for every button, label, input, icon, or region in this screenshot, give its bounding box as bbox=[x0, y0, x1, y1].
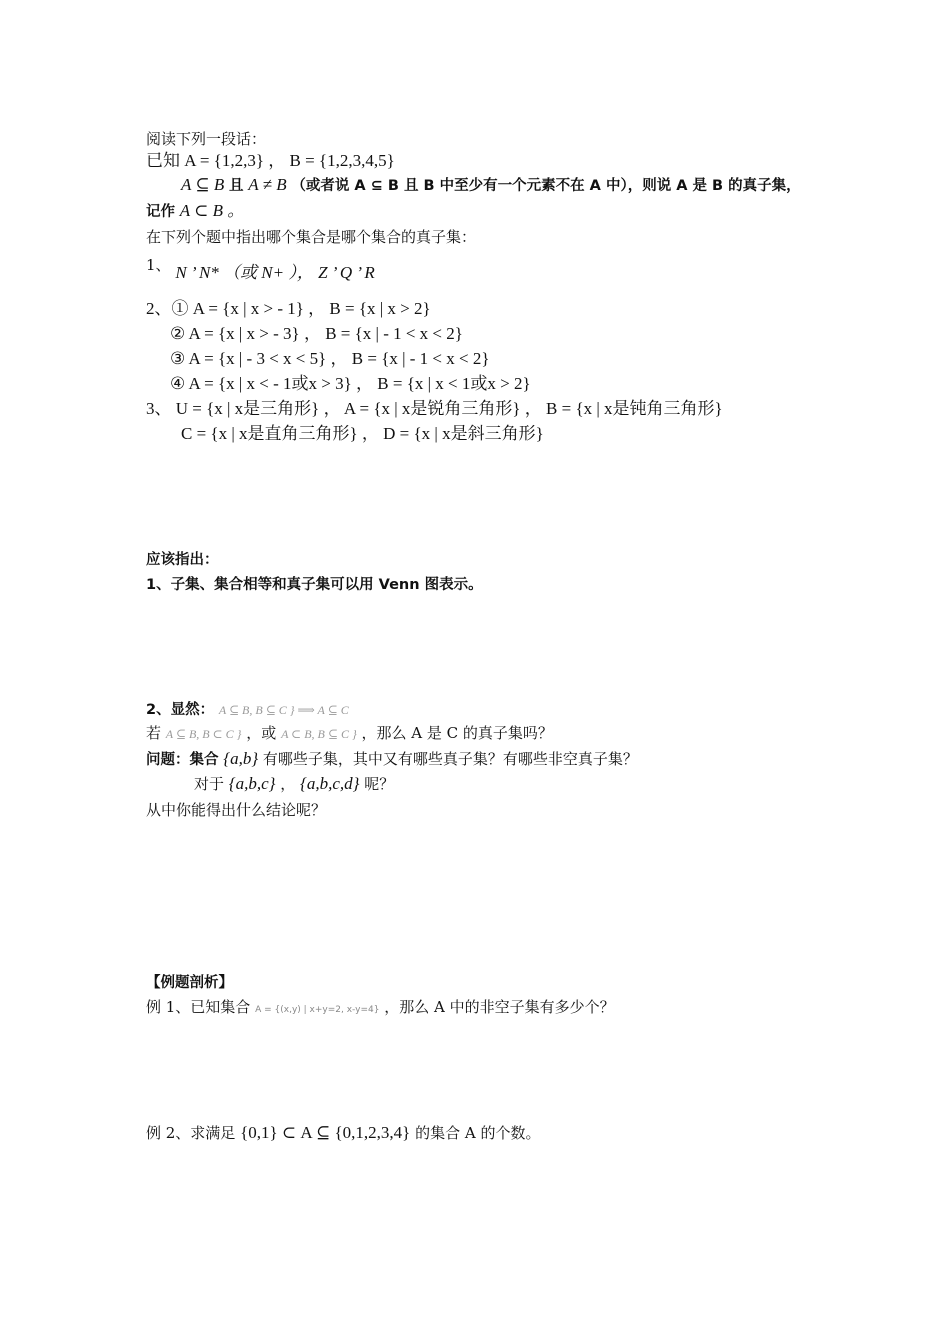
note-3-suffix: ，那么 A 是 C 的真子集吗？ bbox=[361, 724, 553, 742]
problem-2-3: ③ A = {x | - 3 < x < 5} ， B = {x | - 1 < x < 2} bbox=[170, 349, 490, 368]
intro-read: 阅读下列一段话： bbox=[146, 130, 267, 148]
def-and: 且 bbox=[229, 178, 244, 194]
question-line bbox=[146, 748, 638, 771]
question-2-line: 对于 {a,b,c} ， {a,b,c,d} 呢？ bbox=[194, 774, 395, 793]
question-2-suffix: 呢？ bbox=[364, 775, 395, 793]
examples-heading: 【例题剖析】 bbox=[146, 975, 233, 991]
note-3-prefix: 若 bbox=[146, 724, 162, 742]
example-1-suffix: ，那么 A 中的非空子集有多少个？ bbox=[384, 998, 615, 1016]
example-2-math: {0,1} ⊂ A ⊆ {0,1,2,3,4} bbox=[240, 1123, 411, 1142]
question-2-math-2: {a,b,c,d} bbox=[300, 774, 360, 793]
example-2-prefix: 例 2、求满足 bbox=[146, 1124, 236, 1142]
example-2 bbox=[146, 1122, 540, 1144]
notation-math: A ⊂ B 。 bbox=[179, 201, 245, 220]
question-label: 问题：集合 bbox=[146, 752, 219, 768]
def-subset-math: A ⊆ B bbox=[181, 175, 225, 194]
problem-3-1: 3、 U = {x | x是三角形} ， A = {x | x是锐角三角形} ， B = {x | x是钝角三角形} bbox=[146, 399, 723, 418]
note-3-math-2: A ⊂ B, B ⊆ C } bbox=[281, 727, 357, 741]
problem-2-4: ④ A = {x | x < - 1或x > 3} ， B = {x | x < 1或x > 2} bbox=[170, 374, 531, 393]
p1-label: 1、 bbox=[146, 256, 171, 274]
problem-1 bbox=[146, 254, 375, 282]
task-text: 在下列个题中指出哪个集合是哪个集合的真子集： bbox=[146, 228, 477, 246]
note-3-math-1: A ⊆ B, B ⊂ C } bbox=[165, 727, 242, 741]
def-neq-math: A ≠ B bbox=[248, 175, 287, 194]
question-math: {a,b} bbox=[223, 749, 259, 768]
problem-2-1: 2、① A = {x | x > - 1} ， B = {x | x > 2} bbox=[146, 299, 431, 318]
question-rest: 有哪些子集，其中又有哪些真子集？有哪些非空真子集？ bbox=[262, 750, 638, 768]
example-2-suffix: 的集合 A 的个数。 bbox=[415, 1124, 541, 1142]
question-2-math-1: {a,b,c} bbox=[228, 774, 276, 793]
intro-known: 已知 A = {1,2,3} ， B = {1,2,3,4,5} bbox=[146, 151, 395, 170]
example-1 bbox=[146, 996, 615, 1021]
conclusion-question: 从中你能得出什么结论呢？ bbox=[146, 801, 327, 819]
example-1-prefix: 例 1、已知集合 bbox=[146, 998, 251, 1016]
example-1-math: A = {(x,y) | x+y=2, x-y=4} bbox=[255, 1005, 380, 1015]
note-3 bbox=[146, 722, 553, 745]
p1-math: N ’ N* （或 N+ ）， Z ’ Q ’ R bbox=[175, 263, 375, 282]
question-2-prefix: 对于 bbox=[194, 775, 225, 793]
note-3-mid: ，或 bbox=[246, 724, 277, 742]
def-rest: （或者说 A ⊆ B 且 B 中至少有一个元素不在 A 中），则说 A 是 B 的真子集， bbox=[291, 178, 801, 194]
note-2-math: A ⊆ B, B ⊆ C } ⟹ A ⊆ C bbox=[218, 703, 349, 717]
problem-2-2: ② A = {x | x > - 3} ， B = {x | - 1 < x < 2} bbox=[170, 324, 463, 343]
note-2-label: 2、显然： bbox=[146, 702, 215, 718]
notes-heading: 应该指出： bbox=[146, 552, 219, 568]
definition-line bbox=[181, 174, 801, 197]
note-1: 1、子集、集合相等和真子集可以用 Venn 图表示。 bbox=[146, 577, 483, 593]
notation-label: 记作 bbox=[146, 204, 175, 220]
note-2 bbox=[146, 698, 349, 721]
notation-line bbox=[146, 200, 244, 223]
problem-3-2: C = {x | x是直角三角形} ， D = {x | x是斜三角形} bbox=[181, 424, 544, 443]
